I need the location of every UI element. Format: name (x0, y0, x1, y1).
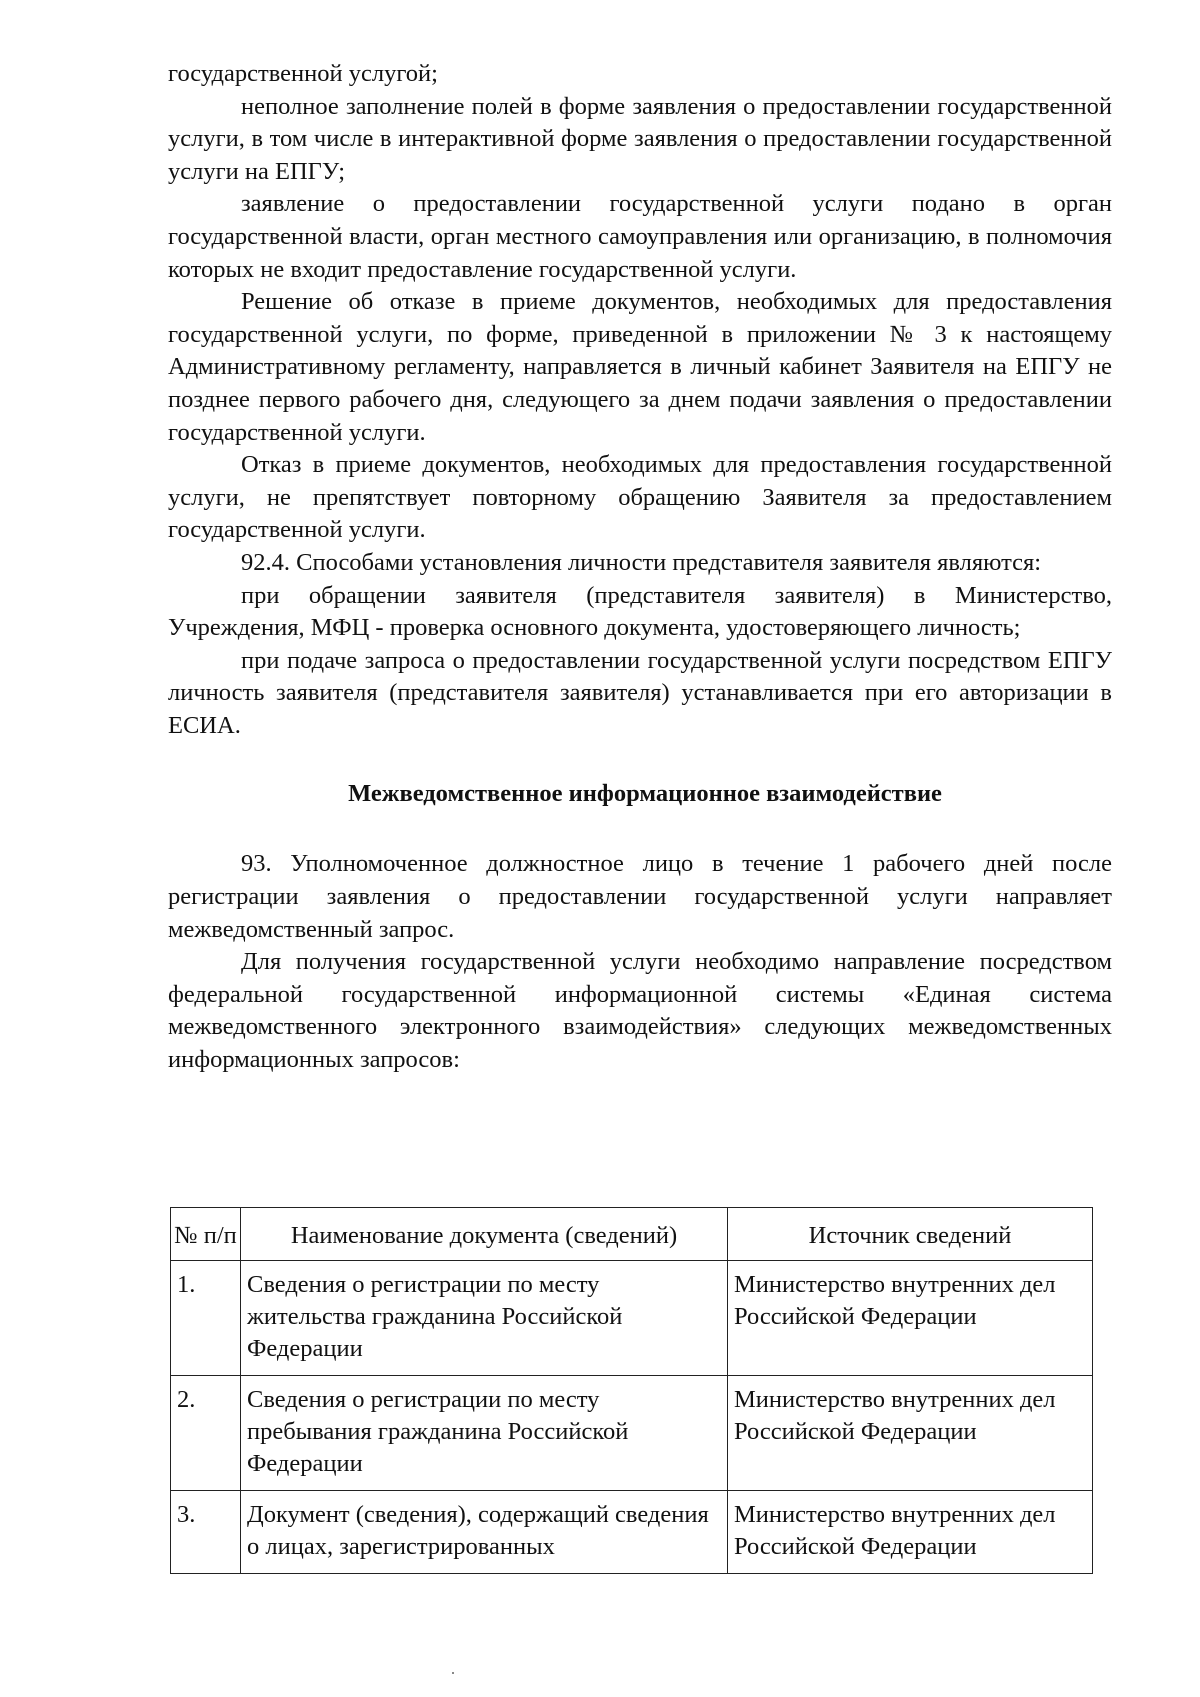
table-row (171, 1491, 1093, 1574)
table-header-row (171, 1208, 1093, 1261)
paragraph: неполное заполнение полей в форме заявления о предоставлении государственной услуги, в том числе в интерактивной форме заявления о предоставлении государственной услуги на ЕПГУ; (168, 92, 1112, 185)
row-number: 1. (171, 1261, 241, 1376)
paragraph: при обращении заявителя (представителя заявителя) в Министерство, Учреждения, МФЦ - проверка основного документа, удостоверяющего личность; (168, 581, 1112, 642)
row-document-name: Документ (сведения), содержащий сведения о лицах, зарегистрированных (241, 1491, 728, 1574)
row-source: Министерство внутренних дел Российской Федерации (728, 1376, 1093, 1491)
document-page (168, 58, 1112, 1077)
column-header-number: № п/п (171, 1208, 241, 1261)
paragraph: Для получения государственной услуги необходимо направление посредством федеральной государственной информационной системы «Единая система межведомственного электронного взаимодействия» следующих межведомственных информационных запросов: (168, 948, 1112, 1074)
row-number: 3. (171, 1491, 241, 1574)
paragraph: заявление о предоставлении государственной услуги подано в орган государственной власти, орган местного самоуправления или организацию, в полномочия которых не входит предоставление государственной услуги. (168, 190, 1112, 283)
row-number: 2. (171, 1376, 241, 1491)
paragraph: при подаче запроса о предоставлении государственной услуги посредством ЕПГУ личность заявителя (представителя заявителя) устанавливается при его авторизации в ЕСИА. (168, 646, 1112, 739)
scan-speck (452, 1672, 454, 1674)
paragraph: 92.4. Способами установления личности представителя заявителя являются: (241, 548, 1042, 576)
row-source: Министерство внутренних дел Российской Федерации (728, 1491, 1093, 1574)
table-row (171, 1376, 1093, 1491)
column-header-source: Источник сведений (728, 1208, 1093, 1261)
row-source: Министерство внутренних дел Российской Федерации (728, 1261, 1093, 1376)
paragraph: 93. Уполномоченное должностное лицо в течение 1 рабочего дней после регистрации заявления о предоставлении государственной услуги направляет межведомственный запрос. (168, 850, 1112, 943)
section-heading: Межведомственное информационное взаимодействие (348, 780, 942, 808)
row-document-name: Сведения о регистрации по месту жительства гражданина Российской Федерации (241, 1261, 728, 1376)
interagency-requests-table (170, 1207, 1093, 1574)
paragraph: Отказ в приеме документов, необходимых для предоставления государственной услуги, не препятствует повторному обращению Заявителя за предоставлением государственной услуги. (168, 451, 1112, 544)
paragraph: государственной услугой; (168, 60, 438, 87)
paragraph: Решение об отказе в приеме документов, необходимых для предоставления государственной услуги, по форме, приведенной в приложении № 3 к настоящему Административному регламенту, направляется в личный кабинет Заявителя на ЕПГУ не позднее первого рабочего дня, следующего за днем подачи заявления о предоставлении государственной услуги. (168, 288, 1112, 446)
row-document-name: Сведения о регистрации по месту пребывания гражданина Российской Федерации (241, 1376, 728, 1491)
column-header-document: Наименование документа (сведений) (241, 1208, 728, 1261)
table-row (171, 1261, 1093, 1376)
